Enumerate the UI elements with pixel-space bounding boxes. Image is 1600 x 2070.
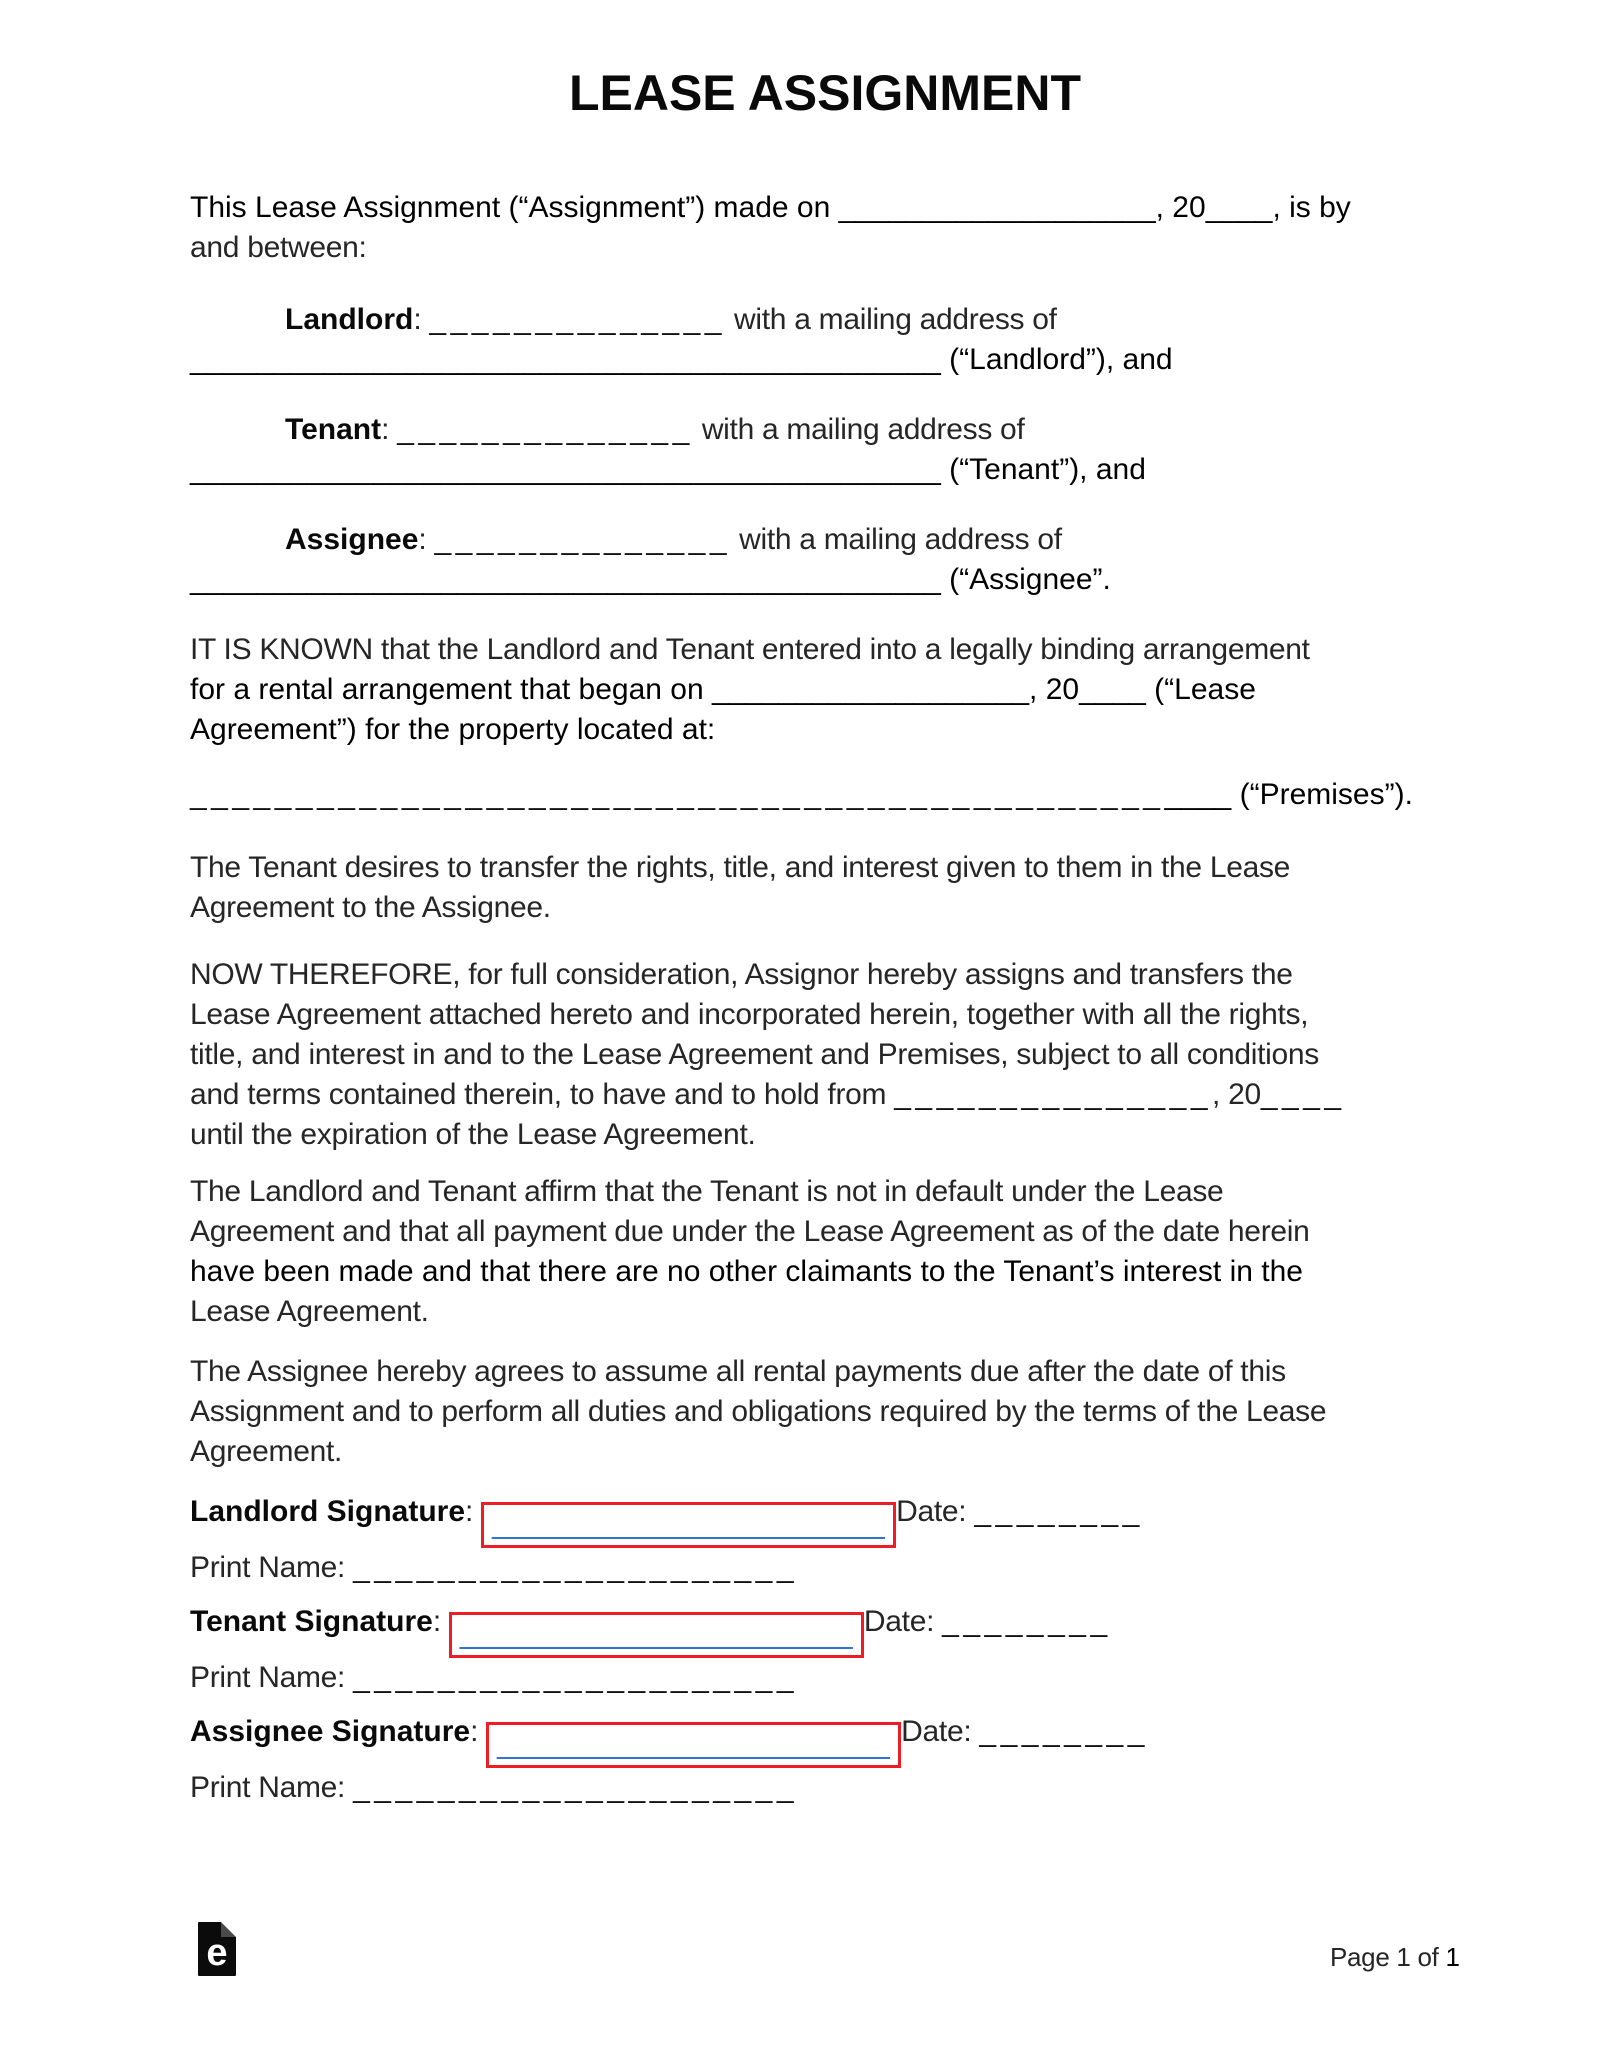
text-run: Assignment and to perform all duties and obligations required by the terms of the Lease [190, 1395, 1327, 1428]
assignee-date-blank: ________ [979, 1715, 1149, 1748]
assignee-print-name-blank: _____________________ [353, 1771, 799, 1804]
text-run: with a mailing address of [693, 413, 1025, 446]
eforms-logo-letter: e [206, 1932, 228, 1974]
premises-address-blank: ______________________________________________ [190, 778, 1165, 811]
premises-line [190, 775, 1460, 815]
assignee-print-name-label: Print Name: [190, 1771, 354, 1804]
page-number-label [1330, 1941, 1460, 1973]
tenant-print-name-label: Print Name: [190, 1661, 354, 1694]
text-run: Agreement to the Assignee. [190, 891, 551, 924]
text-run: ____ [1164, 778, 1232, 811]
text-run: : [470, 1715, 487, 1748]
it-is-known-paragraph [190, 630, 1460, 750]
landlord-signature-label: Landlord Signature [190, 1495, 466, 1528]
landlord-print-name-label: Print Name: [190, 1551, 354, 1584]
now-therefore-paragraph [190, 955, 1460, 1155]
landlord-date-blank: ________ [974, 1495, 1144, 1528]
landlord-print-name-blank: _____________________ [353, 1551, 799, 1584]
tenant-date-label: Date: [863, 1605, 943, 1638]
landlord-name-blank: ______________ [429, 303, 726, 336]
text-run: with a mailing address of [726, 303, 1057, 336]
tenant-date-blank: ________ [942, 1605, 1112, 1638]
began-on-year-blank: ____ [1079, 673, 1146, 706]
assignee-signature-block [190, 1712, 1460, 1808]
made-on-year-blank: ____ [1205, 191, 1273, 224]
signature-blank-line: ___________________ [459, 1617, 853, 1650]
landlord-party-block [190, 300, 1460, 380]
tenant-label: Tenant [285, 413, 382, 446]
landlord-label: Landlord [285, 303, 414, 336]
landlord-signature-block [190, 1492, 1460, 1588]
tenant-address-blank: _____________________________________________ [190, 453, 941, 486]
text-run: for a rental arrangement that began on [190, 673, 713, 706]
text-run: NOW THEREFORE, for full consideration, Assignor hereby assigns and transfers the [190, 958, 1293, 991]
assignee-signature-field[interactable] [486, 1722, 901, 1768]
tenant-desires-paragraph [190, 848, 1460, 928]
text-run: and terms contained therein, to have and to hold from [190, 1078, 895, 1111]
tenant-name-blank: ______________ [397, 413, 694, 446]
text-run: have been made and that there are no other claimants to the Tenant’s interest in the [190, 1255, 1303, 1288]
text-run: , 20 [1212, 1078, 1261, 1111]
page-label-prefix: Page 1 of [1329, 1942, 1446, 1972]
text-run: The Tenant desires to transfer the rights, title, and interest given to them in the Lease [190, 851, 1291, 884]
landlord-signature-field[interactable] [481, 1502, 896, 1548]
assignee-name-blank: ______________ [434, 523, 732, 556]
text-run: , 20 [1029, 673, 1080, 706]
text-run: (“Landlord”), and [940, 343, 1173, 376]
text-run: and between: [190, 231, 367, 264]
text-run: (“Premises”). [1231, 778, 1413, 811]
affirm-paragraph [190, 1172, 1460, 1332]
hold-from-year-blank: ____ [1260, 1078, 1346, 1111]
signature-blank-line: ___________________ [492, 1507, 886, 1540]
tenant-signature-field[interactable] [449, 1612, 864, 1658]
text-run: until the expiration of the Lease Agreement. [190, 1118, 756, 1151]
text-run: The Landlord and Tenant affirm that the Tenant is not in default under the Lease [190, 1175, 1224, 1208]
eforms-logo-icon [198, 1922, 236, 1976]
tenant-signature-label: Tenant Signature [190, 1605, 433, 1638]
assignee-date-label: Date: [901, 1715, 980, 1748]
text-run: Agreement”) for the property located at: [190, 713, 716, 746]
text-run: Lease Agreement attached hereto and incorporated herein, together with all the rights, [190, 998, 1309, 1031]
assignee-party-block [190, 520, 1460, 600]
text-run: (“Tenant”), and [940, 453, 1146, 486]
text-run: title, and interest in and to the Lease Agreement and Premises, subject to all conditions [190, 1038, 1319, 1071]
tenant-print-name-blank: _____________________ [353, 1661, 799, 1694]
made-on-date-blank: ___________________ [838, 191, 1156, 224]
text-run: , 20 [1155, 191, 1206, 224]
began-on-date-blank: ___________________ [712, 673, 1030, 706]
text-run: Agreement. [190, 1435, 343, 1468]
text-run: : [418, 523, 435, 556]
intro-paragraph [190, 188, 1460, 268]
signature-blank-line: ___________________ [497, 1727, 891, 1760]
assignee-signature-label: Assignee Signature [190, 1715, 471, 1748]
document-title: LEASE ASSIGNMENT [568, 65, 1082, 121]
text-run: (“Lease [1145, 673, 1256, 706]
text-run: : [413, 303, 430, 336]
tenant-signature-block [190, 1602, 1460, 1698]
hold-from-date-blank: _______________ [894, 1078, 1213, 1111]
text-run: , is by [1272, 191, 1351, 224]
text-run: : [381, 413, 398, 446]
assignee-label: Assignee [285, 523, 419, 556]
text-run: (“Assignee”. [940, 563, 1111, 596]
landlord-address-blank: _____________________________________________ [190, 343, 941, 376]
text-run: Agreement and that all payment due under the Lease Agreement as of the date herein [190, 1215, 1310, 1248]
landlord-date-label: Date: [896, 1495, 975, 1528]
text-run: : [465, 1495, 482, 1528]
tenant-party-block [190, 410, 1460, 490]
assignee-address-blank: _____________________________________________ [190, 563, 941, 596]
text-run: : [432, 1605, 449, 1638]
text-run: This Lease Assignment (“Assignment”) made on [190, 191, 839, 224]
text-run: The Assignee hereby agrees to assume all rental payments due after the date of this [190, 1355, 1286, 1388]
assignee-assumes-paragraph [190, 1352, 1460, 1472]
text-run: IT IS KNOWN that the Landlord and Tenant entered into a legally binding arrangement [190, 633, 1310, 666]
page-label-number: 1 [1445, 1942, 1460, 1972]
text-run: with a mailing address of [731, 523, 1062, 556]
text-run: Lease Agreement. [190, 1295, 429, 1328]
